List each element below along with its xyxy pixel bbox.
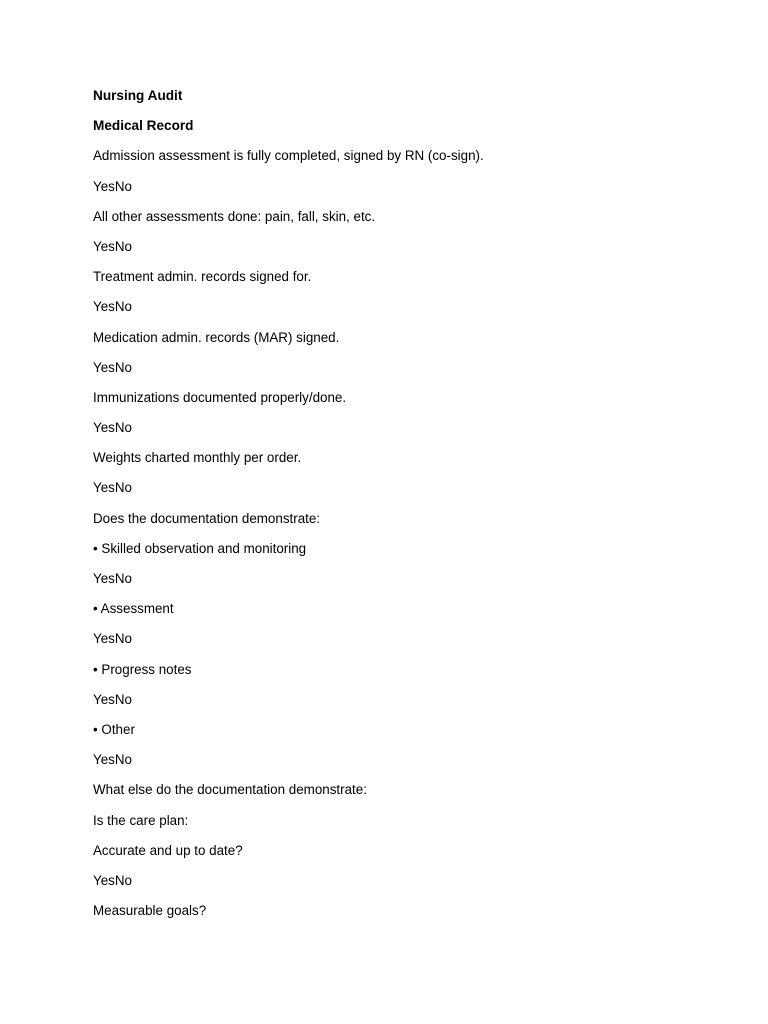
question-accurate-up-to-date: Accurate and up to date? — [93, 842, 243, 858]
question-weights: Weights charted monthly per order. — [93, 450, 302, 466]
yes-no-option: YesNo — [93, 178, 132, 194]
yes-no-option: YesNo — [93, 359, 132, 375]
question-immunizations: Immunizations documented properly/done. — [93, 389, 347, 405]
yes-no-option: YesNo — [93, 299, 132, 315]
bullet-assessment: • Assessment — [93, 601, 174, 617]
question-what-else: What else do the documentation demonstrate: — [93, 782, 367, 798]
question-documentation-demonstrate: Does the documentation demonstrate: — [93, 510, 321, 526]
question-other-assessments: All other assessments done: pain, fall, skin, etc. — [93, 208, 376, 224]
bullet-other: • Other — [93, 721, 135, 737]
question-treatment-records: Treatment admin. records signed for. — [93, 269, 312, 285]
question-care-plan: Is the care plan: — [93, 812, 189, 828]
yes-no-option: YesNo — [93, 872, 132, 888]
section-heading: Medical Record — [93, 118, 194, 134]
yes-no-option: YesNo — [93, 238, 132, 254]
yes-no-option: YesNo — [93, 571, 132, 586]
question-measurable-goals: Measurable goals? — [93, 903, 207, 919]
yes-no-option: YesNo — [93, 752, 132, 768]
document-body — [93, 86, 693, 931]
bullet-skilled-observation: • Skilled observation and monitoring — [93, 540, 307, 556]
question-medication-records: Medication admin. records (MAR) signed. — [93, 329, 340, 345]
document-title: Nursing Audit — [93, 88, 183, 103]
yes-no-option: YesNo — [93, 691, 132, 707]
question-admission-assessment: Admission assessment is fully completed, signed by RN (co-sign). — [93, 148, 484, 164]
yes-no-option: YesNo — [93, 420, 132, 436]
yes-no-option: YesNo — [93, 480, 132, 496]
yes-no-option: YesNo — [93, 631, 132, 647]
bullet-progress-notes: • Progress notes — [93, 661, 192, 677]
